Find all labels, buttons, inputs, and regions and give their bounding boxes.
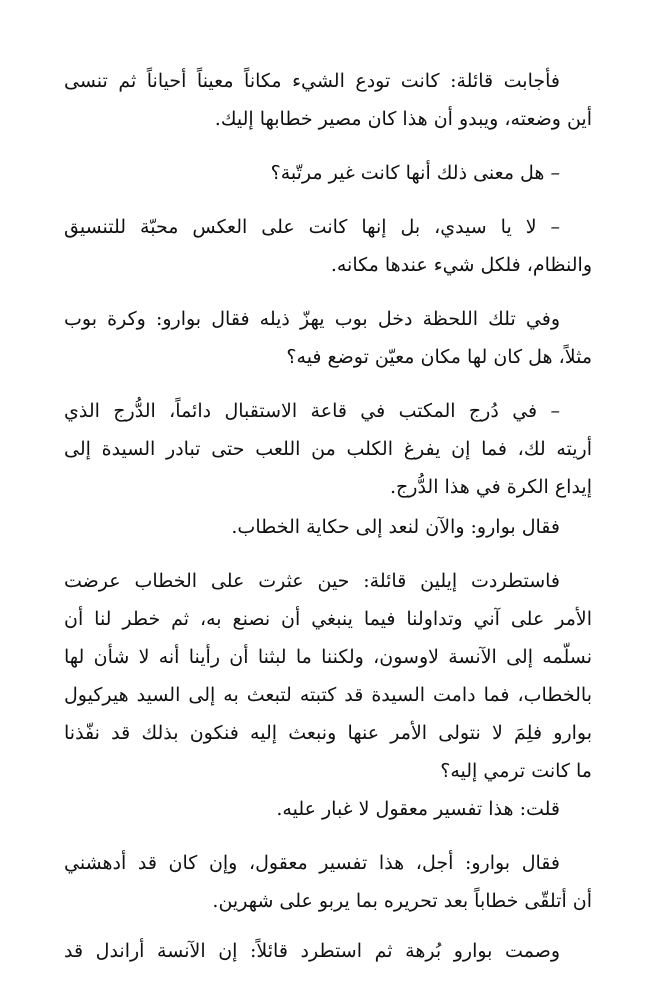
text-line: الأمر على آني وتداولنا فيما ينبغي أن نصنع به، ثم خطر لنا أن bbox=[64, 608, 592, 630]
text-line: بالخطاب، فما دامت السيدة قد كتبته لتبعث به إلى السيد هيركيول bbox=[64, 684, 592, 706]
text-line: – لا يا سيدي، بل إنها كانت على العكس محبّة للتنسيق bbox=[64, 216, 560, 238]
text-line: فقال بوارو: أجل، هذا تفسير معقول، وإن كان قد أدهشني bbox=[64, 852, 560, 874]
text-line: فقال بوارو: والآن لنعد إلى حكاية الخطاب. bbox=[231, 516, 560, 538]
text-line: وفي تلك اللحظة دخل بوب يهزّ ذيله فقال بوارو: وكرة بوب bbox=[64, 308, 560, 330]
text-line: والنظام، فلكل شيء عندها مكانه. bbox=[330, 254, 592, 276]
paragraph bbox=[64, 300, 592, 376]
paragraph bbox=[64, 562, 592, 790]
paragraph bbox=[64, 508, 592, 546]
paragraph bbox=[64, 932, 592, 970]
text-line: – هل معنى ذلك أنها كانت غير مرتّبة؟ bbox=[270, 162, 560, 184]
paragraph bbox=[64, 844, 592, 920]
paragraph bbox=[64, 62, 592, 138]
paragraph bbox=[64, 154, 592, 192]
text-line: مثلاً، هل كان لها مكان معيّن توضع فيه؟ bbox=[286, 346, 592, 368]
paragraph bbox=[64, 790, 592, 828]
paragraph bbox=[64, 208, 592, 284]
text-line: ما كانت ترمي إليه؟ bbox=[440, 760, 592, 782]
text-line: أين وضعته، ويبدو أن هذا كان مصير خطابها إليك. bbox=[214, 108, 592, 130]
text-line: قلت: هذا تفسير معقول لا غبار عليه. bbox=[276, 798, 560, 820]
text-line: فاستطردت إيلين قائلة: حين عثرت على الخطاب عرضت bbox=[64, 570, 560, 592]
paragraph bbox=[64, 392, 592, 506]
text-line: وصمت بوارو بُرهة ثم استطرد قائلاً: إن الآنسة أراندل قد bbox=[64, 940, 560, 962]
text-line: إيداع الكرة في هذا الدُّرج. bbox=[389, 476, 592, 498]
text-line: أريته لك، فما إن يفرغ الكلب من اللعب حتى تبادر السيدة إلى bbox=[64, 438, 592, 460]
text-line: أن أتلقّى خطاباً بعد تحريره بما يربو على شهرين. bbox=[212, 890, 592, 912]
text-line: – في دُرج المكتب في قاعة الاستقبال دائماً، الدُّرج الذي bbox=[64, 400, 560, 422]
text-line: نسلّمه إلى الآنسة لاوسون، ولكننا ما لبثنا أن رأينا أنه لا شأن لها bbox=[64, 646, 592, 668]
text-line: فأجابت قائلة: كانت تودع الشيء مكاناً معيناً أحياناً ثم تنسى bbox=[64, 70, 560, 92]
text-line: بوارو فلِمَ لا نتولى الأمر عنها ونبعث إليه فنكون بذلك قد نفّذنا bbox=[64, 722, 592, 744]
